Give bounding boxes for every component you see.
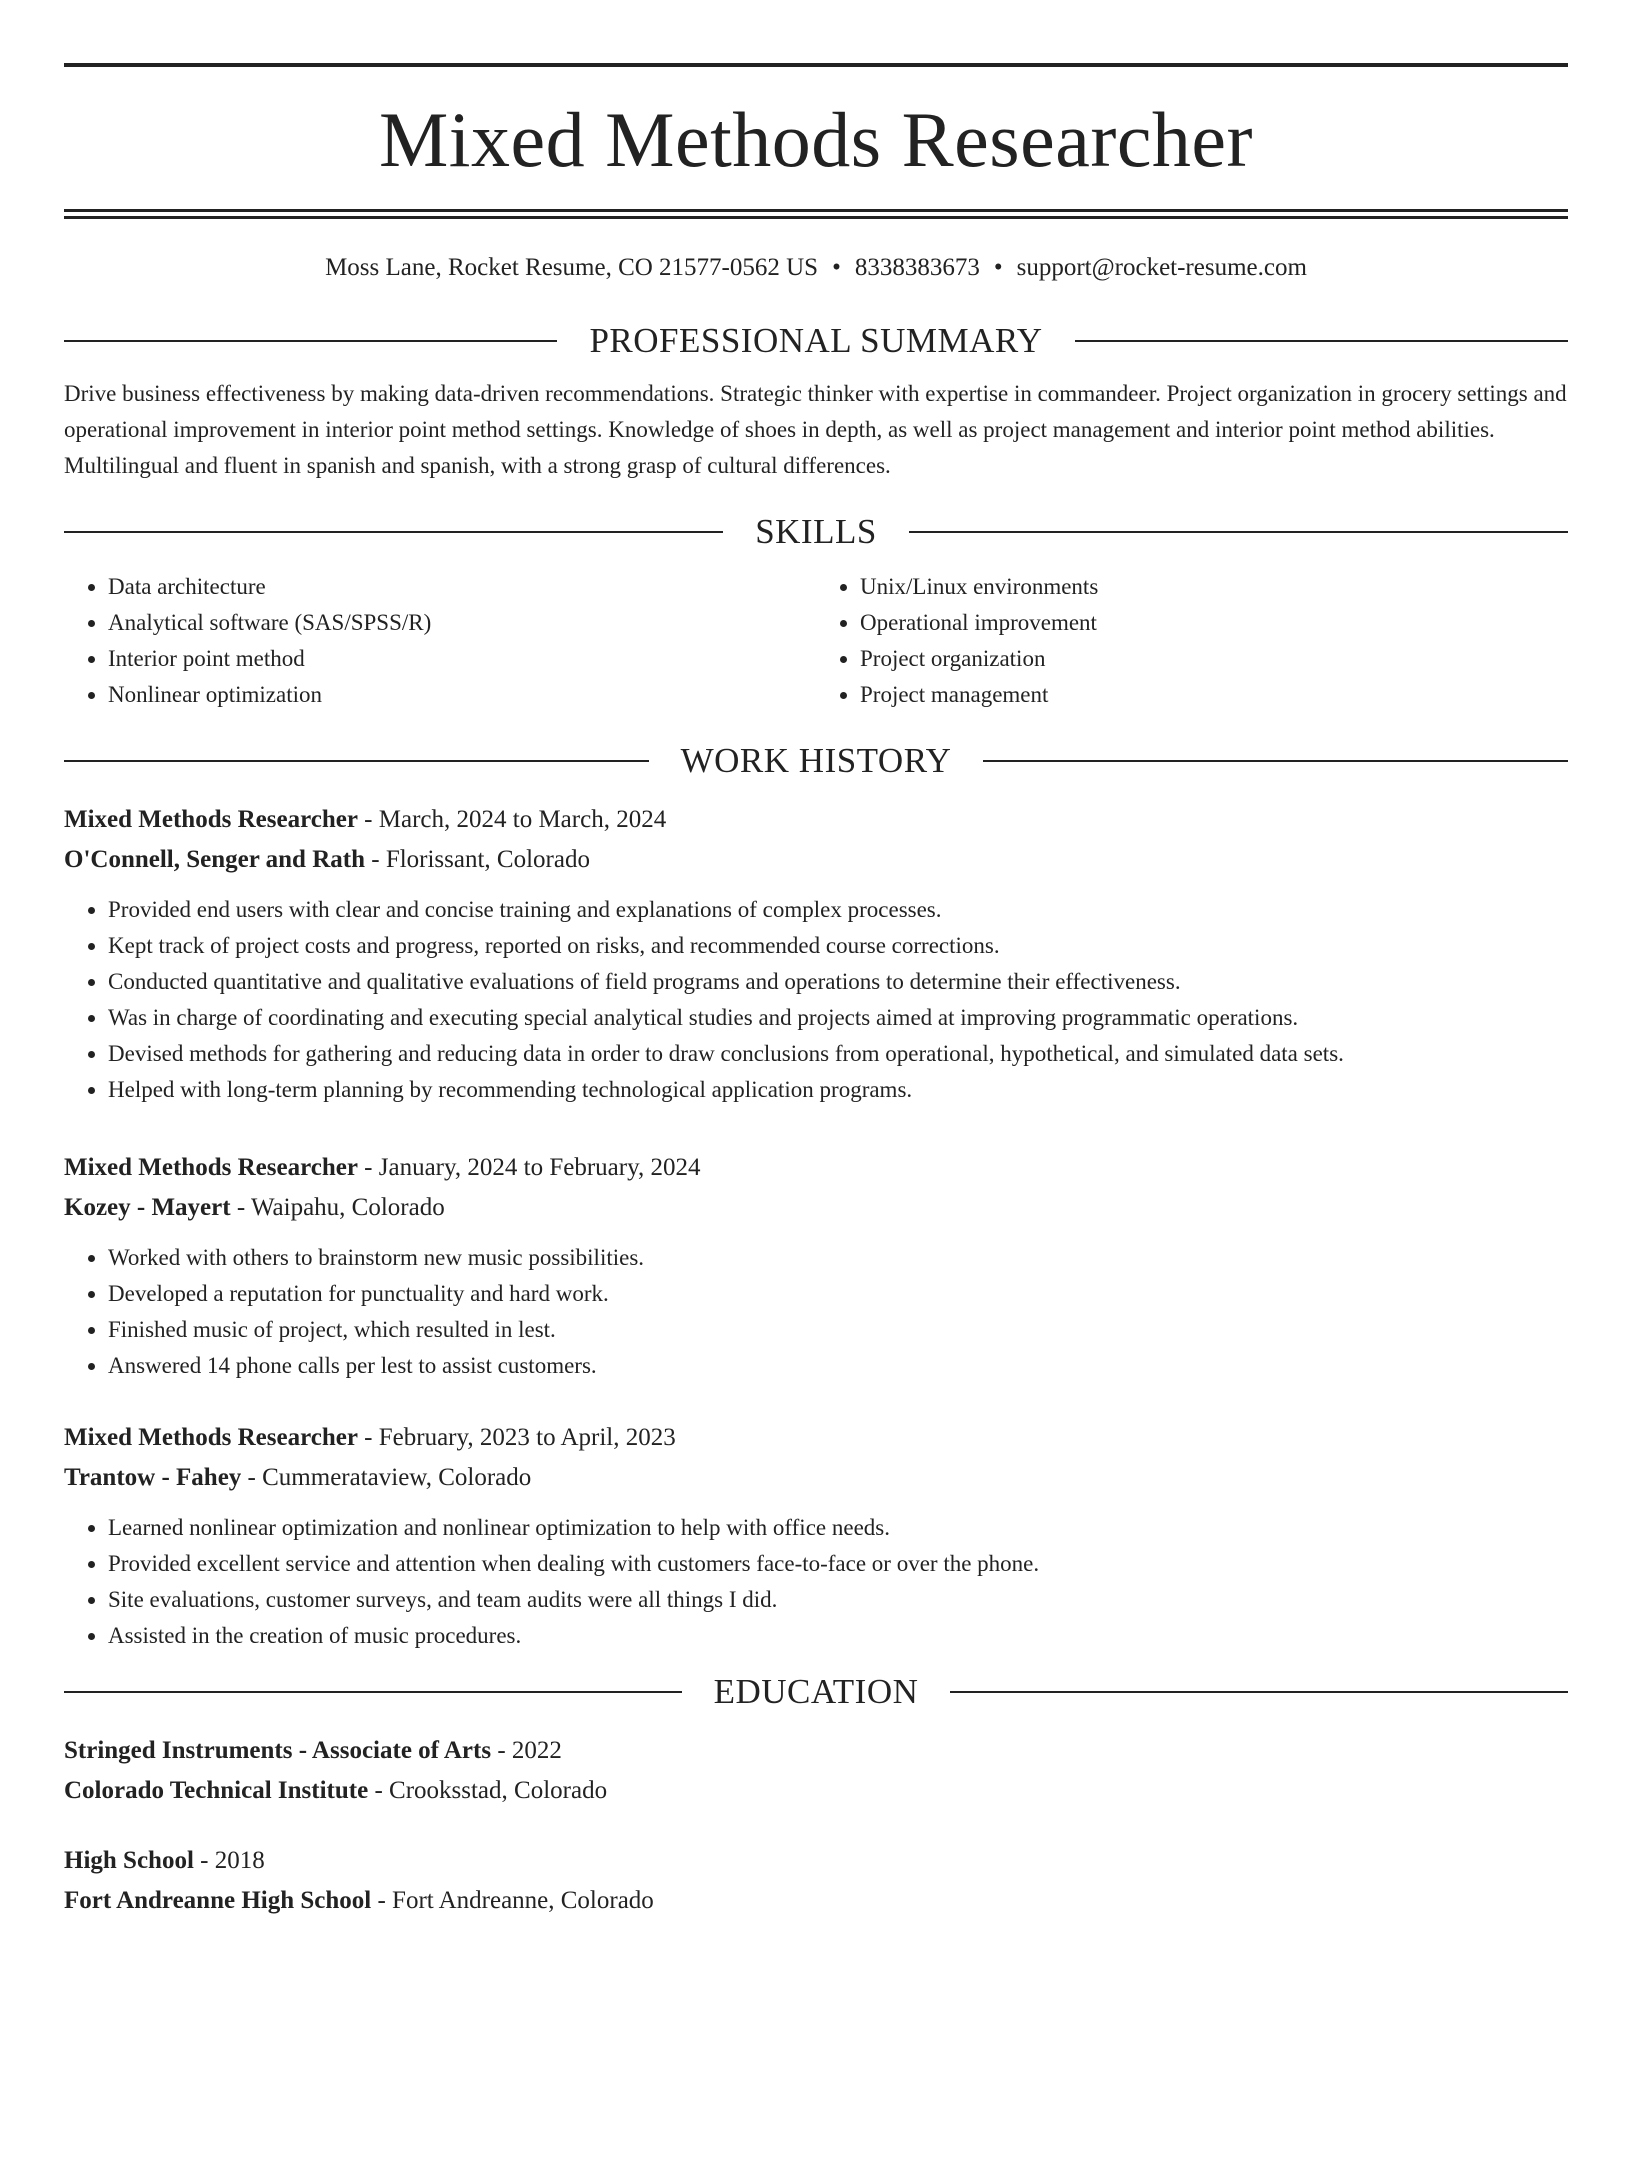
contact-line bbox=[64, 253, 1568, 283]
job-bullet: • Worked with others to brainstorm new music possibilities. bbox=[108, 1240, 1568, 1276]
contact-separator: • bbox=[832, 254, 841, 281]
job-title-line bbox=[64, 1418, 1568, 1458]
skill-item: • Project organization bbox=[860, 641, 1568, 677]
job-company-line bbox=[64, 1458, 1568, 1498]
job-bullets bbox=[64, 1510, 1568, 1654]
dash: - bbox=[193, 1847, 215, 1874]
top-rule bbox=[64, 63, 1568, 67]
job-dates: February, 2023 to April, 2023 bbox=[378, 1424, 676, 1451]
job-title: Mixed Methods Researcher bbox=[64, 1154, 358, 1181]
dash: - bbox=[357, 806, 379, 833]
education-heading-title: EDUCATION bbox=[713, 1672, 919, 1711]
job-bullet: • Learned nonlinear optimization and nonlinear optimization to help with office needs. bbox=[108, 1510, 1568, 1546]
dash: - bbox=[364, 846, 386, 873]
skill-item: • Interior point method bbox=[108, 641, 816, 677]
education-school: Fort Andreanne High School bbox=[64, 1887, 372, 1914]
skill-item: • Data architecture bbox=[108, 569, 816, 605]
education-location: Crooksstad, Colorado bbox=[389, 1777, 608, 1804]
work-heading bbox=[64, 743, 1568, 778]
dash: - bbox=[230, 1194, 251, 1221]
heading-rule-right bbox=[909, 531, 1568, 533]
job-company: Trantow - Fahey bbox=[64, 1464, 242, 1491]
education-degree-line bbox=[64, 1841, 1568, 1881]
job-bullet: • Site evaluations, customer surveys, and team audits were all things I did. bbox=[108, 1582, 1568, 1618]
job-title-line bbox=[64, 800, 1568, 840]
job-entry bbox=[64, 1148, 1568, 1384]
education-school: Colorado Technical Institute bbox=[64, 1777, 369, 1804]
contact-separator: • bbox=[993, 254, 1003, 281]
dash: - bbox=[357, 1154, 379, 1181]
job-bullets bbox=[64, 892, 1568, 1108]
heading-rule-left bbox=[64, 531, 723, 533]
skills-column-left bbox=[64, 569, 816, 713]
contact-email: support@rocket-resume.com bbox=[1016, 254, 1307, 281]
job-title: Mixed Methods Researcher bbox=[64, 1424, 358, 1451]
heading-rule-right bbox=[983, 760, 1568, 762]
job-title-line bbox=[64, 1148, 1568, 1188]
resume-page bbox=[0, 63, 1632, 2175]
job-entry bbox=[64, 1418, 1568, 1654]
job-company-line bbox=[64, 840, 1568, 880]
education-heading bbox=[64, 1674, 1568, 1709]
education-degree: High School bbox=[64, 1847, 194, 1874]
job-bullet: • Assisted in the creation of music procedures. bbox=[108, 1618, 1568, 1654]
heading-rule-left bbox=[64, 760, 649, 762]
work-heading-title: WORK HISTORY bbox=[680, 741, 952, 780]
education-location: Fort Andreanne, Colorado bbox=[392, 1887, 654, 1914]
double-rule bbox=[64, 209, 1568, 219]
education-entry bbox=[64, 1841, 1568, 1921]
job-company: O'Connell, Senger and Rath bbox=[64, 846, 365, 873]
job-location: Florissant, Colorado bbox=[385, 846, 590, 873]
education-degree-line bbox=[64, 1731, 1568, 1771]
contact-phone: 8338383673 bbox=[854, 254, 980, 281]
heading-rule-right bbox=[1075, 340, 1568, 342]
heading-rule-right bbox=[950, 1691, 1568, 1693]
summary-heading bbox=[64, 323, 1568, 358]
education-degree: Stringed Instruments - Associate of Arts bbox=[64, 1737, 492, 1764]
job-bullets bbox=[64, 1240, 1568, 1384]
education-year: 2018 bbox=[214, 1847, 265, 1874]
job-title: Mixed Methods Researcher bbox=[64, 806, 358, 833]
skill-item: • Nonlinear optimization bbox=[108, 677, 816, 713]
job-bullet: • Conducted quantitative and qualitative evaluations of field programs and operations to determine their effectiveness. bbox=[108, 964, 1568, 1000]
job-location: Waipahu, Colorado bbox=[250, 1194, 445, 1221]
education-year: 2022 bbox=[511, 1737, 562, 1764]
job-bullet: • Finished music of project, which resulted in lest. bbox=[108, 1312, 1568, 1348]
summary-text: Drive business effectiveness by making data-driven recommendations. Strategic thinker with expertise in commandeer. Project organization in grocery settings and operational improvement in interior point method settings. Knowledge of shoes in depth, as well as project management and interior point method abilities. Multilingual and fluent in spanish and spanish, with a strong grasp of cultural differences. bbox=[64, 381, 1567, 478]
job-company-line bbox=[64, 1188, 1568, 1228]
job-bullet: • Provided excellent service and attention when dealing with customers face-to-face or over the phone. bbox=[108, 1546, 1568, 1582]
dash: - bbox=[491, 1737, 512, 1764]
skills-heading bbox=[64, 514, 1568, 549]
dash: - bbox=[357, 1424, 379, 1451]
skill-item: • Operational improvement bbox=[860, 605, 1568, 641]
job-bullet: • Provided end users with clear and concise training and explanations of complex processes. bbox=[108, 892, 1568, 928]
job-company: Kozey - Mayert bbox=[64, 1194, 231, 1221]
job-dates: January, 2024 to February, 2024 bbox=[378, 1154, 701, 1181]
job-bullet: • Kept track of project costs and progress, reported on risks, and recommended course corrections. bbox=[108, 928, 1568, 964]
skill-item: • Unix/Linux environments bbox=[860, 569, 1568, 605]
education-school-line bbox=[64, 1881, 1568, 1921]
job-bullet: • Helped with long-term planning by recommending technological application programs. bbox=[108, 1072, 1568, 1108]
summary-heading-title: PROFESSIONAL SUMMARY bbox=[589, 321, 1043, 360]
heading-rule-left bbox=[64, 340, 557, 342]
job-location: Cummerataview, Colorado bbox=[262, 1464, 532, 1491]
skill-item: • Project management bbox=[860, 677, 1568, 713]
education-school-line bbox=[64, 1771, 1568, 1811]
skill-item: • Analytical software (SAS/SPSS/R) bbox=[108, 605, 816, 641]
skills-column-right bbox=[816, 569, 1568, 713]
skills-list bbox=[64, 569, 1568, 713]
job-entry bbox=[64, 800, 1568, 1108]
contact-address: Moss Lane, Rocket Resume, CO 21577-0562 US bbox=[325, 254, 819, 281]
dash: - bbox=[368, 1777, 390, 1804]
job-dates: March, 2024 to March, 2024 bbox=[378, 806, 667, 833]
skills-heading-title: SKILLS bbox=[755, 512, 877, 551]
job-bullet: • Devised methods for gathering and reducing data in order to draw conclusions from operational, hypothetical, and simulated data sets. bbox=[108, 1036, 1568, 1072]
job-bullet: • Developed a reputation for punctuality and hard work. bbox=[108, 1276, 1568, 1312]
dash: - bbox=[371, 1887, 393, 1914]
heading-rule-left bbox=[64, 1691, 682, 1693]
dash: - bbox=[241, 1464, 263, 1491]
job-bullet: • Was in charge of coordinating and executing special analytical studies and projects aimed at improving programmatic operations. bbox=[108, 1000, 1568, 1036]
job-bullet: • Answered 14 phone calls per lest to assist customers. bbox=[108, 1348, 1568, 1384]
education-entry bbox=[64, 1731, 1568, 1811]
resume-name: Mixed Methods Researcher bbox=[378, 96, 1254, 183]
